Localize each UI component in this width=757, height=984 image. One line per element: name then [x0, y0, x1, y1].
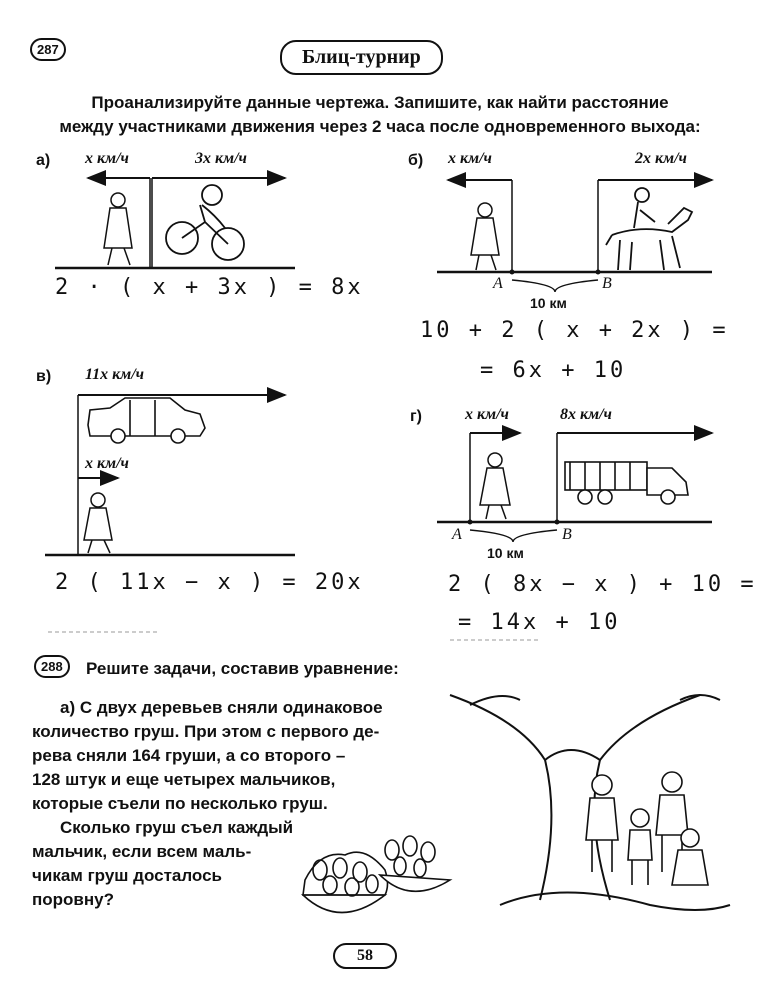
task-288-line-6: Сколько груш съел каждый	[60, 818, 294, 837]
task-288-line-9: поровну?	[32, 890, 114, 909]
task-287-number: 287	[30, 38, 66, 61]
diagram-a-label: а)	[36, 152, 51, 169]
diagram-v-answer: 2 ( 11x − x ) = 20x	[55, 570, 364, 595]
diagram-b-point-a: A	[493, 275, 503, 292]
diagram-g-speed-right: 8x км/ч	[560, 406, 612, 423]
pear-basket-icon	[303, 836, 450, 913]
intro-line-2: между участниками движения через 2 часа после одновременного выхода:	[59, 117, 701, 136]
diagram-v-speed-top: 11x км/ч	[85, 366, 145, 383]
task-288-heading: Решите задачи, составив уравнение:	[86, 659, 399, 678]
diagram-v-label: в)	[36, 368, 52, 385]
intro-line-1: Проанализируйте данные чертежа. Запишите, как найти расстояние	[91, 93, 669, 112]
diagram-b-speed-right: 2x км/ч	[635, 150, 687, 167]
diagram-b-label: б)	[408, 152, 424, 169]
diagram-a-speed-left: x км/ч	[85, 150, 129, 167]
diagram-b-speed-left: x км/ч	[448, 150, 492, 167]
diagram-b-point-b: B	[602, 275, 612, 292]
task-288-number: 288	[34, 655, 70, 678]
diagram-g-point-a: A	[452, 526, 462, 543]
task-288-line-4: 128 штук и еще четырех мальчиков,	[32, 770, 336, 789]
diagram-g-distance: 10 км	[487, 545, 524, 561]
task-288-line-1: а) С двух деревьев сняли одинаковое	[60, 698, 383, 717]
diagram-b-answer-line-1: 10 + 2 ( x + 2x ) =	[420, 318, 729, 343]
page-title: Блиц-турнир	[280, 40, 443, 75]
task-288-line-2: количество груш. При этом с первого де-	[32, 722, 380, 741]
diagram-b-distance: 10 км	[530, 295, 567, 311]
diagram-g-answer-line-2: = 14x + 10	[458, 610, 621, 635]
task-288-line-3: рева сняли 164 груши, а со второго –	[32, 746, 346, 765]
diagram-g-point-b: B	[562, 526, 572, 543]
diagram-g-label: г)	[410, 408, 422, 425]
diagram-a-answer: 2 · ( x + 3x ) = 8x	[55, 275, 364, 300]
diagram-g-speed-left: x км/ч	[465, 406, 509, 423]
page-number: 58	[333, 943, 397, 969]
diagram-b-answer-line-2: = 6x + 10	[480, 358, 627, 383]
task-288-line-8: чикам груш досталось	[32, 866, 222, 885]
boys-icon	[586, 772, 708, 885]
task-288-line-5: которые съели по несколько груш.	[32, 794, 328, 813]
task-288-line-7: мальчик, если всем маль-	[32, 842, 252, 861]
diagram-v-speed-bottom: x км/ч	[85, 455, 129, 472]
diagram-g-answer-line-1: 2 ( 8x − x ) + 10 =	[448, 572, 757, 597]
diagram-a-speed-right: 3x км/ч	[195, 150, 247, 167]
